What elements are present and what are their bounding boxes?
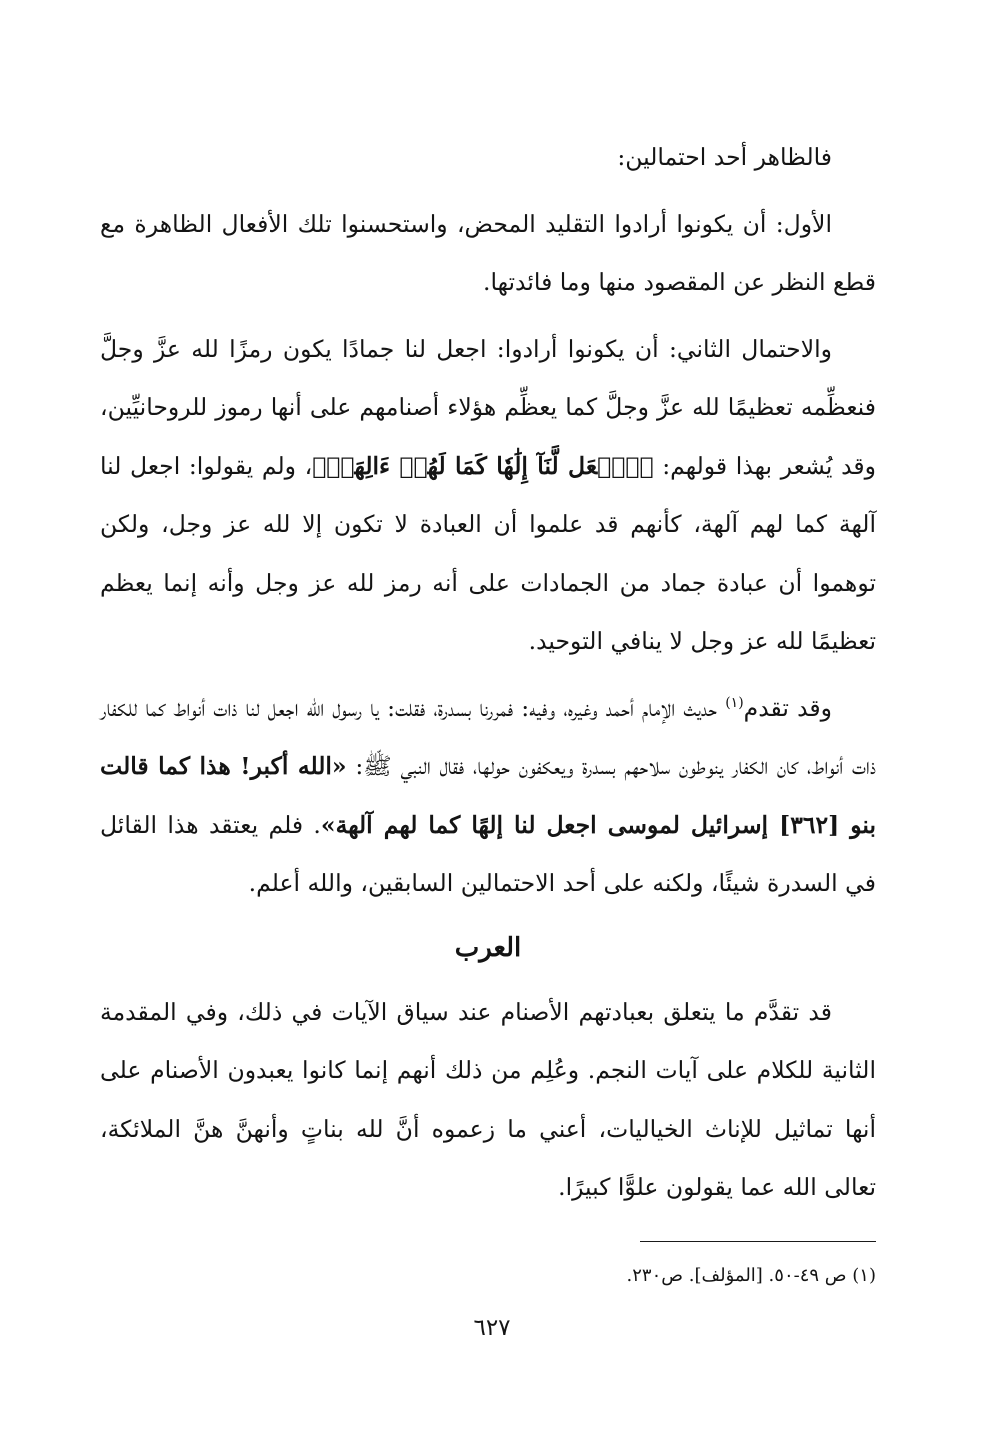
hadith-start: وقد تقدم — [743, 693, 832, 722]
page-body — [100, 128, 876, 1217]
footnote-marker: (١) — [725, 694, 744, 711]
footnote-divider — [640, 1241, 876, 1242]
hadith-paragraph — [100, 679, 876, 913]
spacer — [100, 187, 876, 195]
spacer — [100, 312, 876, 320]
hadith-middle: حديث الإمام أحمد وغيره، وفيه: فمررنا بسدرة، فقلت: يا رسول الله اجعل لنا ذات أنواط كما للكفار ذات أنواط، كان الكفار ينوطون سلاحهم بسدرة ويعكفون حولها، فقال النبي ﷺ: — [100, 693, 876, 780]
arabs-paragraph: قد تقدَّم ما يتعلق بعبادتهم الأصنام عند سياق الآيات في ذلك، وفي المقدمة الثانية للكلام على آيات النجم. وعُلِم من ذلك أنهم إنما كانوا يعبدون الأصنام على أنها تماثيل للإناث الخياليات، أعني ما زعموه أنَّ لله بناتٍ وأنهنَّ هنَّ الملائكة، تعالى الله عما يقولون علوًّا كبيرًا. — [100, 997, 876, 1201]
page-number: ٦٢٧ — [473, 1315, 511, 1341]
first-possibility-paragraph: الأول: أن يكونوا أرادوا التقليد المحض، واستحسنوا تلك الأفعال الظاهرة مع قطع النظر عن المقصود منها وما فائدتها. — [100, 209, 876, 296]
quran-verse: ﴿ٱجۡعَل لَّنَآ إِلَٰهٗا كَمَا لَهُمۡ ءَالِهَةٞ﴾ — [312, 451, 654, 480]
footnote: (١) ص ٤٩-٥٠. [المؤلف]. ص٢٣٠. — [626, 1265, 876, 1286]
section-heading: العرب — [454, 932, 522, 963]
spacer — [100, 671, 876, 679]
second-text-before-verse: والاحتمال الثاني: أن يكونوا أرادوا: اجعل لنا جمادًا يكون رمزًا لله عزَّ وجلَّ فنعظِّمه تعظيمًا لله عزَّ وجلَّ كما يعظِّم هؤلاء أصنامهم على أنها رموز للروحانيِّين، وقد يُشعر بهذا قولهم: — [100, 334, 877, 480]
hadith-quote: «الله أكبر! هذا كما قالت بنو [٣٦٢] إسرائيل لموسى اجعل لنا إلهًا كما لهم آلهة» — [100, 752, 876, 839]
hadith-end: . فلم يعتقد هذا القائل في السدرة شيئًا، ولكنه على أحد الاحتمالين السابقين، والله أعلم. — [100, 810, 876, 897]
second-text-after-verse: ، ولم يقولوا: اجعل لنا آلهة كما لهم آلهة، كأنهم قد علموا أن العبادة لا تكون إلا لله عز وجل، ولكن توهموا أن عبادة جماد من الجمادات على أنه رمز لله عز وجل وأنه إنما يعظم تعظيمًا لله عز وجل لا ينافي التوحيد. — [100, 451, 876, 655]
intro-line: فالظاهر أحد احتمالين: — [617, 143, 832, 171]
second-possibility-paragraph — [100, 320, 876, 671]
